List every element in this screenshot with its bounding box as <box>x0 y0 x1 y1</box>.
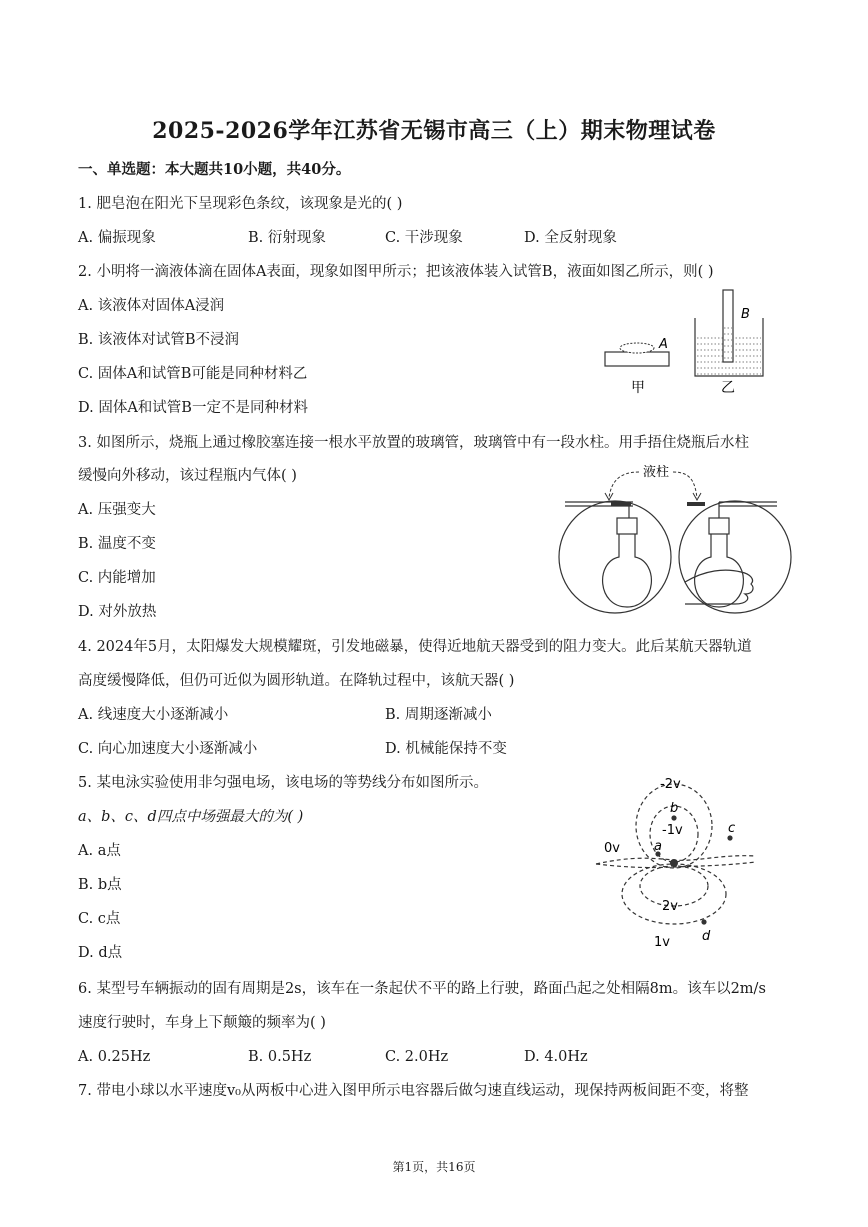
label-neg1v: -1v <box>662 823 683 838</box>
question-2-option-b[interactable]: B. 该液体对试管B不浸润 <box>78 332 240 348</box>
question-5-option-b[interactable]: B. b点 <box>78 877 122 893</box>
label-point-b: b <box>670 801 679 816</box>
question-3-option-c[interactable]: C. 内能增加 <box>78 570 156 586</box>
question-6-option-b[interactable]: B. 0.5Hz <box>248 1049 312 1065</box>
label-1v: 1v <box>654 935 670 950</box>
question-1-option-b[interactable]: B. 衍射现象 <box>248 230 326 246</box>
label-jia: 甲 <box>631 380 645 396</box>
question-5-option-d[interactable]: D. d点 <box>78 945 123 961</box>
question-4-option-c[interactable]: C. 向心加速度大小逐渐减小 <box>78 741 258 757</box>
label-point-c: c <box>728 821 736 836</box>
figure-q2-wetting <box>595 288 775 403</box>
label-point-d: d <box>702 929 711 944</box>
question-2-option-d[interactable]: D. 固体A和试管B一定不是同种材料 <box>78 400 308 416</box>
question-1-option-d[interactable]: D. 全反射现象 <box>524 230 617 246</box>
question-6-option-d[interactable]: D. 4.0Hz <box>524 1049 588 1065</box>
question-4-option-b[interactable]: B. 周期逐渐减小 <box>385 707 492 723</box>
page-footer: 第1页，共16页 <box>392 1160 476 1174</box>
solid-a-block <box>605 352 669 366</box>
question-6-option-c[interactable]: C. 2.0Hz <box>385 1049 449 1065</box>
question-5-option-c[interactable]: C. c点 <box>78 911 121 927</box>
question-4-stem-line-2: 高度缓慢降低，但仍可近似为圆形轨道。在降轨过程中，该航天器( ) <box>78 673 515 689</box>
label-0v: 0v <box>604 841 620 856</box>
question-6-stem-line-2: 速度行驶时，车身上下颠簸的频率为( ) <box>78 1015 326 1031</box>
section-heading: 一、单选题：本大题共10小题，共40分。 <box>78 161 351 178</box>
question-4-stem-line-1: 4. 2024年5月，太阳爆发大规模耀斑，引发地磁暴，使得近地航天器受到的阻力变大。此后某航天器轨道 <box>78 639 752 655</box>
question-7-stem: 7. 带电小球以水平速度v₀从两板中心进入图甲所示电容器后做匀速直线运动，现保持两板间距不变，将整 <box>78 1083 749 1099</box>
label-liquid-column: 液柱 <box>643 465 670 480</box>
question-6-stem-line-1: 6. 某型号车辆振动的固有周期是2s，该车在一条起伏不平的路上行驶，路面凸起之处相隔8m。该车以2m/s <box>78 981 766 997</box>
question-6-option-a[interactable]: A. 0.25Hz <box>78 1049 151 1065</box>
label-b: B <box>741 307 750 322</box>
question-1-stem: 1. 肥皂泡在阳光下呈现彩色条纹，该现象是光的( ) <box>78 196 403 212</box>
figure-q5-equipotential <box>592 772 762 952</box>
question-1-option-c[interactable]: C. 干涉现象 <box>385 230 463 246</box>
question-2-option-c[interactable]: C. 固体A和试管B可能是同种材料乙 <box>78 366 308 382</box>
page-title: 2025-2026学年江苏省无锡市高三（上）期末物理试卷 <box>152 118 716 144</box>
question-4-option-d[interactable]: D. 机械能保持不变 <box>385 741 507 757</box>
question-2-stem: 2. 小明将一滴液体滴在固体A表面，现象如图甲所示；把该液体装入试管B，液面如图乙所示，则( ) <box>78 264 714 280</box>
question-3-stem-line-2: 缓慢向外移动，该过程瓶内气体( ) <box>78 468 297 484</box>
label-neg2v: -2v <box>660 777 681 792</box>
label-yi: 乙 <box>721 380 735 396</box>
question-3-option-a[interactable]: A. 压强变大 <box>78 502 156 518</box>
liquid-drop <box>620 343 654 353</box>
question-3-stem-line-1: 3. 如图所示，烧瓶上通过橡胶塞连接一根水平放置的玻璃管，玻璃管中有一段水柱。用手捂住烧瓶后水柱 <box>78 435 749 451</box>
label-a: A <box>659 337 668 352</box>
question-1-option-a[interactable]: A. 偏振现象 <box>78 230 156 246</box>
figure-q3-flask <box>555 462 795 617</box>
question-5-option-a[interactable]: A. a点 <box>78 843 121 859</box>
question-5-stem-line-2: a、b、c、d四点中场强最大的为( ) <box>78 809 304 825</box>
test-tube-b <box>723 290 733 362</box>
label-2v: 2v <box>662 899 678 914</box>
question-4-option-a[interactable]: A. 线速度大小逐渐减小 <box>78 707 229 723</box>
question-5-stem-line-1: 5. 某电泳实验使用非匀强电场，该电场的等势线分布如图所示。 <box>78 775 488 791</box>
question-3-option-b[interactable]: B. 温度不变 <box>78 536 156 552</box>
question-2-option-a[interactable]: A. 该液体对固体A浸润 <box>78 298 225 314</box>
question-3-option-d[interactable]: D. 对外放热 <box>78 604 157 620</box>
label-point-a: a <box>654 839 662 854</box>
